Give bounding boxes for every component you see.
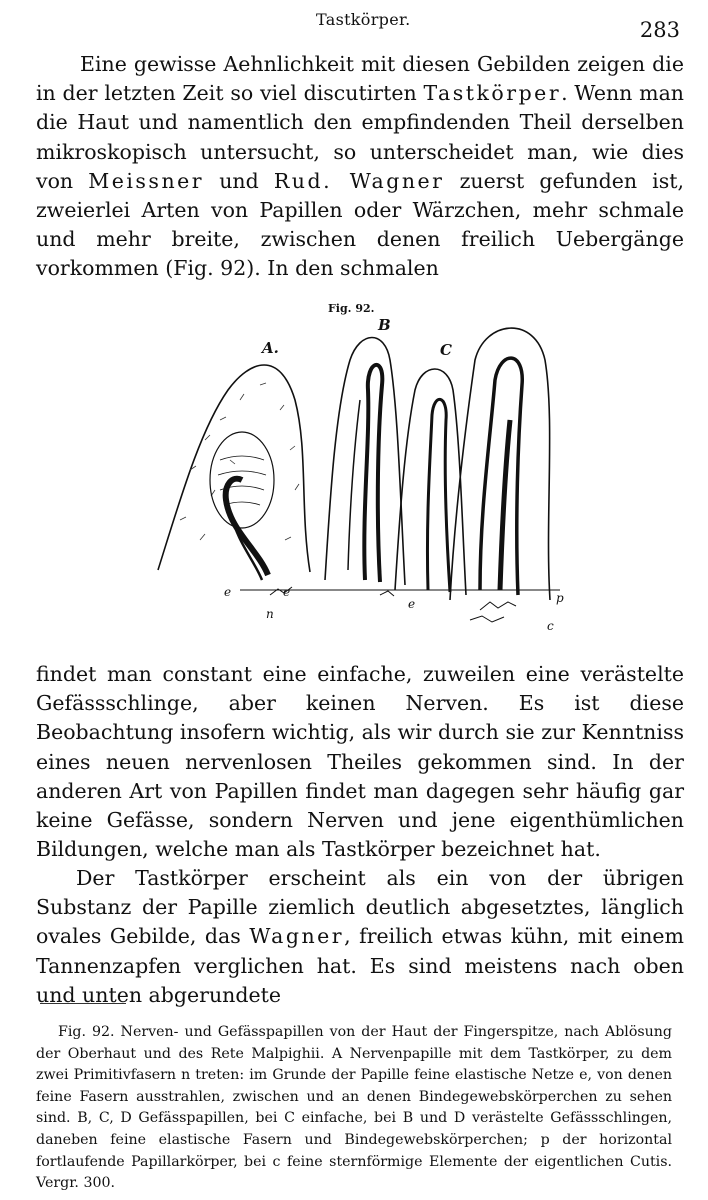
label-p: p — [556, 591, 564, 605]
label-e-1: e — [224, 585, 232, 599]
emphasis-tastkoerper: Tastkörper — [423, 81, 562, 106]
emphasis-rud-wagner: Rud. Wagner — [273, 168, 445, 193]
paragraph-1 — [36, 50, 684, 284]
page-header — [0, 8, 708, 40]
papilla-a — [158, 365, 310, 580]
paragraph-3 — [36, 864, 684, 1010]
footnote-rule — [40, 1003, 126, 1004]
label-c-small: c — [547, 619, 554, 633]
paragraph-1-text-2: . Wenn man die Haut und namentlich den empfindenden Theil derselben mikroskopisch untersucht, so unterscheidet man, wie dies von — [36, 81, 684, 193]
page-number: 283 — [639, 18, 680, 42]
paragraph-1-text-4: zuerst gefunden ist, zweierlei Arten von Papillen oder Wärzchen, mehr schmale und mehr breite, zwischen denen freilich Uebergänge vorkommen (Fig. 92). In den schmalen — [36, 168, 685, 281]
label-b: B — [378, 316, 391, 334]
paragraph-1-text-1: Eine gewisse Aehnlichkeit mit diesen Gebilden zeigen die in der letzten Zeit so viel discutirten — [36, 52, 684, 106]
paragraph-1-text-3: und — [204, 168, 274, 193]
figure-caption-footnote — [36, 1022, 672, 1195]
emphasis-wagner: Wagner — [249, 924, 345, 949]
running-head: Tastkörper. — [316, 10, 411, 29]
label-n: n — [266, 607, 274, 621]
label-e-3: e — [408, 597, 416, 611]
label-e-2: e — [283, 585, 291, 599]
emphasis-meissner: Meissner — [88, 168, 205, 193]
papilla-b — [325, 338, 405, 586]
footnote-text: Fig. 92. Nerven- und Gefässpapillen von der Haut der Fingerspitze, nach Ablösung der Oberhaut und des Rete Malpighii. A Nervenpapille mit dem Tastkörper, zu dem zwei Primitivfasern n treten: im Grunde der Papille feine elastische Netze e, von denen feine Fasern ausstrahlen, zwischen und an denen Bindegewebskörperchen zu sehen sind. B, C, D Gefässpapillen, bei C einfache, bei B und D verästelte Gefässschlingen, daneben feine elastische Fasern und Bindegewebskörperchen; p der horizontal fortlaufende Papillarkörper, bei c feine sternförmige Elemente der eigentlichen Cutis. Vergr. 300. — [36, 1024, 672, 1192]
paragraph-3-text-1: Der Tastkörper erscheint als ein von der übrigen Substanz der Papille ziemlich deutlich abgesetztes, länglich ovales Gebilde, das — [36, 866, 684, 949]
paragraph-3-text-2: , freilich etwas kühn, mit einem Tannenzapfen verglichen hat. Es sind meistens nach oben und unten abgerundete — [36, 924, 684, 1007]
label-a: A. — [262, 339, 279, 357]
label-c: C — [440, 341, 452, 359]
papilla-c — [395, 369, 466, 595]
figure-label: Fig. 92. — [328, 302, 375, 315]
figure-92 — [150, 290, 580, 650]
paragraph-2: findet man constant eine einfache, zuweilen eine verästelte Gefässschlinge, aber keinen Nerven. Es ist diese Beobachtung insofern wichtig, als wir durch sie zur Kenntniss eines neuen nervenlosen Theiles gekommen sind. In der anderen Art von Papillen findet man dagegen sehr häufig gar keine Gefässe, sondern Nerven und jene eigenthümlichen Bildungen, welche man als Tastkörper bezeichnet hat. — [36, 662, 684, 862]
papillae-illustration — [150, 290, 580, 650]
